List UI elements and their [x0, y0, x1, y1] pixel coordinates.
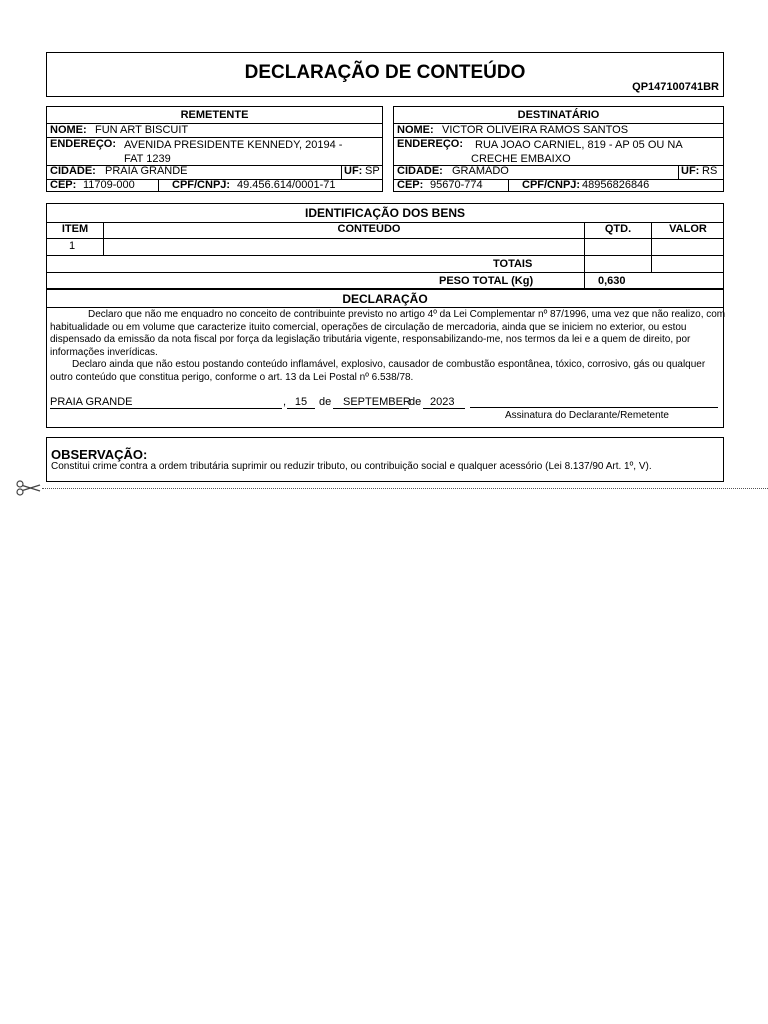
declaration-heading: DECLARAÇÃO: [342, 292, 428, 306]
signature-caption: Assinatura do Declarante/Remetente: [505, 410, 669, 421]
table-row-item: 1: [68, 240, 76, 252]
recipient-name: VICTOR OLIVEIRA RAMOS SANTOS: [442, 124, 629, 136]
column-header-item: ITEM: [61, 223, 89, 235]
declaration-paragraph-2: Declaro ainda que não estou postando conteúdo inflamável, explosivo, causador de combustão espontânea, tóxico, corrosivo, gás ou qualquer outro conteúdo que constitua perigo, conforme o art. 13 da Lei Postal nº 6.538/78.: [50, 359, 706, 383]
day-field: [287, 396, 315, 409]
year-field: [423, 396, 465, 409]
day-value: 15: [294, 396, 308, 408]
recipient-city-label: CIDADE:: [397, 165, 443, 177]
column-header-value: VALOR: [669, 223, 707, 235]
sender-city: PRAIA GRANDE: [105, 165, 188, 177]
sender-cep: 11709-000: [83, 179, 135, 191]
place-value: PRAIA GRANDE: [50, 396, 133, 408]
cut-line: [42, 488, 768, 489]
sender-doc-label: CPF/CNPJ:: [172, 179, 231, 191]
month-field: [333, 396, 409, 409]
sender-section: [46, 106, 383, 192]
sender-doc: 49.456.614/0001-71: [237, 179, 336, 191]
recipient-uf: RS: [702, 165, 718, 177]
recipient-name-label: NOME:: [397, 124, 434, 136]
sender-name-label: NOME:: [50, 124, 87, 136]
sender-city-label: CIDADE:: [50, 165, 96, 177]
recipient-uf-label: UF:: [681, 165, 700, 177]
sender-address-line1: AVENIDA PRESIDENTE KENNEDY, 20194 -: [124, 139, 343, 151]
recipient-city: GRAMADO: [452, 165, 509, 177]
observation-section: [46, 437, 724, 482]
sender-heading: REMETENTE: [180, 109, 249, 121]
observation-text: Constitui crime contra a ordem tributária suprimir ou reduzir tributo, ou contribuição social e qualquer acessório (Lei 8.137/90 Art. 1º, V).: [51, 461, 652, 472]
date-de-2: de: [409, 396, 422, 408]
weight-label: PESO TOTAL (Kg): [439, 275, 534, 287]
sender-address-label: ENDEREÇO:: [50, 138, 117, 150]
sender-uf-label: UF:: [344, 165, 363, 177]
year-value: 2023: [430, 396, 455, 408]
page-title: DECLARAÇÃO DE CONTEÚDO: [244, 62, 526, 83]
month-value: SEPTEMBER: [343, 396, 411, 408]
totals-label: TOTAIS: [493, 258, 533, 270]
recipient-address-line1: RUA JOAO CARNIEL, 819 - AP 05 OU NA: [475, 139, 683, 151]
signature-line: [470, 407, 718, 408]
sender-cep-label: CEP:: [50, 179, 77, 191]
declaration-section: [46, 289, 724, 428]
recipient-address-line2: CRECHE EMBAIXO: [471, 153, 571, 165]
declaration-paragraph-1: Declaro que não me enquadro no conceito de contribuinte previsto no artigo 4º da Lei Complementar nº 87/1996, uma vez que não realizo, com habitualidade ou em volume que caracterize ituito comercial, operações de circulação de mercadoria, ainda que se iniciem no exterior, ou estou dispensado da emissão da nota fiscal por força da legislação tributária vigente, responsabilizando-me, nos termos da lei e a quem de direito, por informações inverídicas.: [50, 309, 726, 358]
title-box: [46, 52, 724, 97]
column-header-content: CONTEÚDO: [337, 223, 401, 235]
recipient-heading: DESTINATÁRIO: [517, 109, 600, 121]
column-header-qty: QTD.: [604, 223, 632, 235]
recipient-cep: 95670-774: [430, 179, 483, 191]
recipient-doc-label: CPF/CNPJ:: [522, 179, 581, 191]
goods-section: [46, 203, 724, 289]
place-field: [50, 396, 282, 409]
date-comma: ,: [283, 396, 287, 408]
sender-uf: SP: [365, 165, 380, 177]
recipient-cep-label: CEP:: [397, 179, 424, 191]
declaration-text: [50, 309, 726, 385]
recipient-address-label: ENDEREÇO:: [397, 138, 464, 150]
tracking-code: QP147100741BR: [632, 81, 719, 93]
sender-address-line2: FAT 1239: [124, 153, 171, 165]
recipient-section: [393, 106, 724, 192]
recipient-doc: 48956826846: [582, 179, 650, 191]
scissors-icon: [15, 480, 41, 496]
sender-name: FUN ART BISCUIT: [95, 124, 189, 136]
weight-value: 0,630: [598, 275, 626, 287]
date-de-1: de: [319, 396, 332, 408]
observation-heading: OBSERVAÇÃO:: [51, 447, 148, 462]
goods-heading: IDENTIFICAÇÃO DOS BENS: [304, 206, 465, 220]
